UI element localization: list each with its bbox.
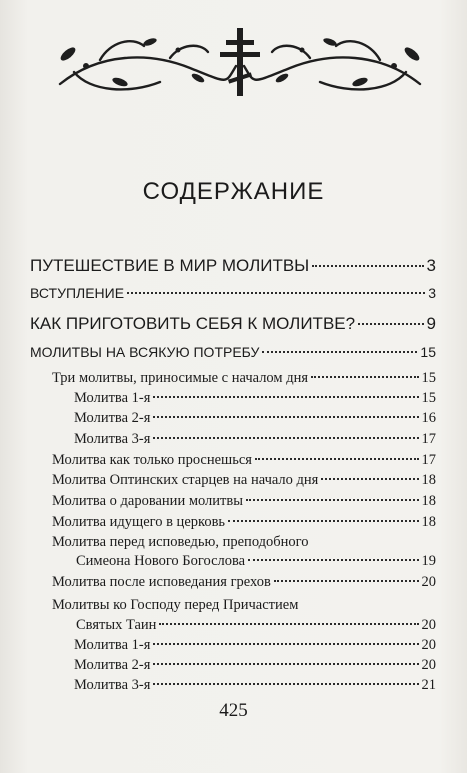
toc-entry-page: 15 [421,370,436,386]
leader-dots [262,351,417,353]
toc-entry-label: ПУТЕШЕСТВИЕ В МИР МОЛИТВЫ [30,256,310,275]
leader-dots [312,265,423,267]
toc-entry [30,256,436,276]
leader-dots [159,623,418,625]
toc-entry-label: Молитва 3-я [74,431,151,447]
toc-entry-label: Молитва Оптинских старцев на начало дня [52,472,319,488]
toc-entry-page: 19 [421,553,436,569]
toc-entry-page: 17 [421,431,436,447]
toc-entry-label: Молитва 1-я [74,637,151,653]
toc-entry-page: 21 [421,677,436,693]
toc-entry [30,344,436,360]
toc-entry [52,370,436,387]
leader-dots [274,580,419,582]
toc-entry [52,493,436,510]
toc-entry-page: 18 [421,472,436,488]
toc-entry [30,285,436,301]
leader-dots [228,520,418,522]
leader-dots [153,416,418,418]
toc-entry-label: Молитва 2-я [74,657,151,673]
toc-entry-label: Святых Таин [76,617,157,633]
toc-entry-label: Симеона Нового Богослова [76,553,246,569]
leader-dots [321,478,418,480]
toc-entry-label: МОЛИТВЫ НА ВСЯКУЮ ПОТРЕБУ [30,344,260,360]
toc-entry-page: 9 [426,314,436,333]
toc-entry-label: КАК ПРИГОТОВИТЬ СЕБЯ К МОЛИТВЕ? [30,314,356,333]
toc-entry [74,390,436,407]
toc-entry [74,431,436,448]
leader-dots [153,683,418,685]
toc-entry [52,472,436,489]
leader-dots [248,559,418,561]
toc-entry [30,314,436,334]
toc-entry-page: 18 [421,514,436,530]
leader-dots [255,458,419,460]
toc-entry-label: ВСТУПЛЕНИЕ [30,285,125,301]
leader-dots [358,323,423,325]
leader-dots [127,292,425,294]
leader-dots [153,663,418,665]
leader-dots [153,643,418,645]
toc-entry-page: 20 [421,637,436,653]
toc-entry-label-line1: Молитва перед исповедью, преподобного [52,534,309,550]
toc-entry [76,553,436,570]
toc-entry-page: 20 [421,657,436,673]
toc-entry-page: 17 [421,452,436,468]
toc-entry-label-line1: Молитвы ко Господу перед Причастием [52,597,299,613]
toc-entry-label: Молитва идущего в церковь [52,514,226,530]
toc-entry-page: 20 [421,574,436,590]
toc-entry-label: Молитва о даровании молитвы [52,493,243,509]
toc-entry [52,452,436,469]
leader-dots [153,396,418,398]
toc-entry-page: 3 [426,256,436,275]
toc-entry-label: Молитва 2-я [74,410,151,426]
toc-entry-label: Молитва как только проснешься [52,452,252,468]
toc-entry-page: 3 [428,285,436,301]
page-title: СОДЕРЖАНИЕ [142,178,325,205]
toc-entry-page: 15 [421,390,436,406]
toc-entry-label: Три молитвы, приносимые с началом дня [52,370,309,386]
toc-entry-label: Молитва после исповедания грехов [52,574,271,590]
toc-entry-page: 18 [421,493,436,509]
toc-entry [76,617,436,634]
toc-entry [74,410,436,427]
toc-entry-page: 15 [420,344,436,360]
toc-entry-page: 16 [421,410,436,426]
leader-dots [311,376,418,378]
toc-entry [74,677,436,694]
toc-entry [52,574,436,591]
toc-entry-label: Молитва 3-я [74,677,151,693]
toc-entry [74,657,436,674]
toc-entry [52,514,436,531]
page-number: 425 [219,700,248,721]
toc-entry [74,637,436,654]
leader-dots [153,437,418,439]
toc-entry-label: Молитва 1-я [74,390,151,406]
leader-dots [246,499,419,501]
toc-entry-page: 20 [421,617,436,633]
